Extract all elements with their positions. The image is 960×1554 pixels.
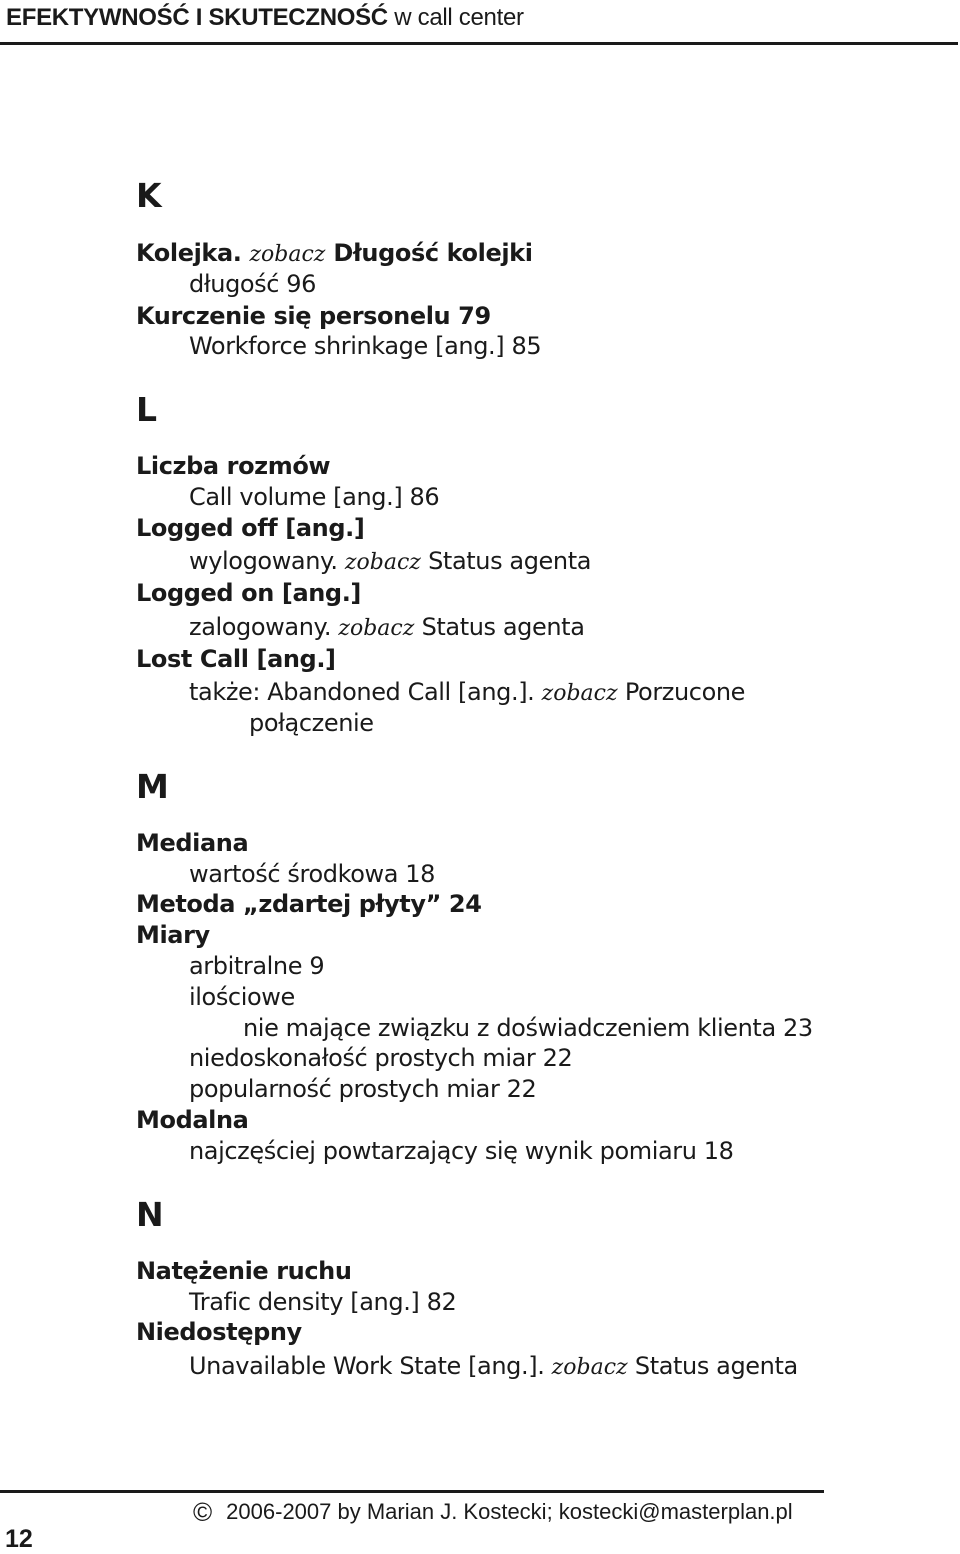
header-title-bold: EFEKTYWNOŚĆ I SKUTECZNOŚĆ (6, 4, 388, 31)
section-letter-l: L (136, 390, 158, 429)
index-subentry-unavailable (189, 1352, 798, 1382)
index-entry-miary: Miary (136, 921, 210, 949)
index-entry-natezenie: Natężenie ruchu (136, 1257, 352, 1285)
page-number: 12 (5, 1525, 33, 1553)
index-entry-lost-call: Lost Call [ang.] (136, 645, 336, 673)
index-entry-modalna: Modalna (136, 1106, 249, 1134)
index-subentry-trafic: Trafic density [ang.] 82 (189, 1288, 457, 1316)
entry-term: Kolejka. (136, 239, 242, 267)
copyright-text: 2006-2007 by Marian J. Kostecki; kostecki@masterplan.pl (226, 1499, 793, 1524)
index-subentry-dlugosc: długość 96 (189, 270, 317, 298)
header-title-rest: w call center (387, 4, 524, 31)
entry-term: zalogowany. (189, 613, 332, 641)
see-target: Długość kolejki (333, 239, 533, 267)
footer-rule (0, 1490, 824, 1493)
index-subentry-ilosciowe: ilościowe (189, 983, 295, 1011)
index-subentry-najczesciej: najczęściej powtarzający się wynik pomiaru 18 (189, 1137, 734, 1165)
running-header (6, 4, 524, 32)
see-reference: zobacz (551, 1355, 628, 1380)
index-entry-kolejka (136, 239, 533, 269)
entry-term: także: Abandoned Call [ang.]. (189, 678, 535, 706)
see-reference: zobacz (344, 550, 421, 575)
index-entry-kurczenie: Kurczenie się personelu 79 (136, 302, 491, 330)
see-reference: zobacz (249, 242, 326, 267)
index-subentry-popularnosc: popularność prostych miar 22 (189, 1075, 537, 1103)
entry-term: wylogowany. (189, 547, 338, 575)
index-subentry-zalogowany (189, 613, 585, 643)
index-subentry-continuation: połączenie (249, 709, 374, 737)
see-target: Porzucone (624, 678, 746, 706)
index-entry-logged-off: Logged off [ang.] (136, 514, 365, 542)
entry-term: Unavailable Work State [ang.]. (189, 1352, 545, 1380)
index-entry-niedostepny: Niedostępny (136, 1318, 302, 1346)
index-subentry-wartosc: wartość środkowa 18 (189, 860, 436, 888)
see-target: Status agenta (421, 613, 585, 641)
index-entry-metoda: Metoda „zdartej płyty” 24 (136, 890, 482, 918)
see-reference: zobacz (541, 681, 618, 706)
section-letter-n: N (136, 1195, 164, 1234)
header-rule (0, 42, 958, 45)
index-subentry-call-volume: Call volume [ang.] 86 (189, 483, 440, 511)
index-subsubentry-nie-majace: nie mające związku z doświadczeniem klienta 23 (243, 1014, 813, 1042)
index-entry-logged-on: Logged on [ang.] (136, 579, 361, 607)
see-target: Status agenta (428, 547, 592, 575)
index-subentry-arbitralne: arbitralne 9 (189, 952, 325, 980)
index-subentry-workforce: Workforce shrinkage [ang.] 85 (189, 332, 542, 360)
index-subentry-takze (189, 678, 745, 708)
index-entry-liczba: Liczba rozmów (136, 452, 331, 480)
index-subentry-wylogowany (189, 547, 591, 577)
index-entry-mediana: Mediana (136, 829, 249, 857)
footer-copyright (193, 1497, 793, 1528)
copyright-icon: © (193, 1497, 213, 1527)
see-reference: zobacz (338, 616, 415, 641)
section-letter-m: M (136, 767, 169, 806)
section-letter-k: K (136, 176, 162, 215)
see-target: Status agenta (634, 1352, 798, 1380)
index-subentry-niedoskonalosc: niedoskonałość prostych miar 22 (189, 1044, 573, 1072)
